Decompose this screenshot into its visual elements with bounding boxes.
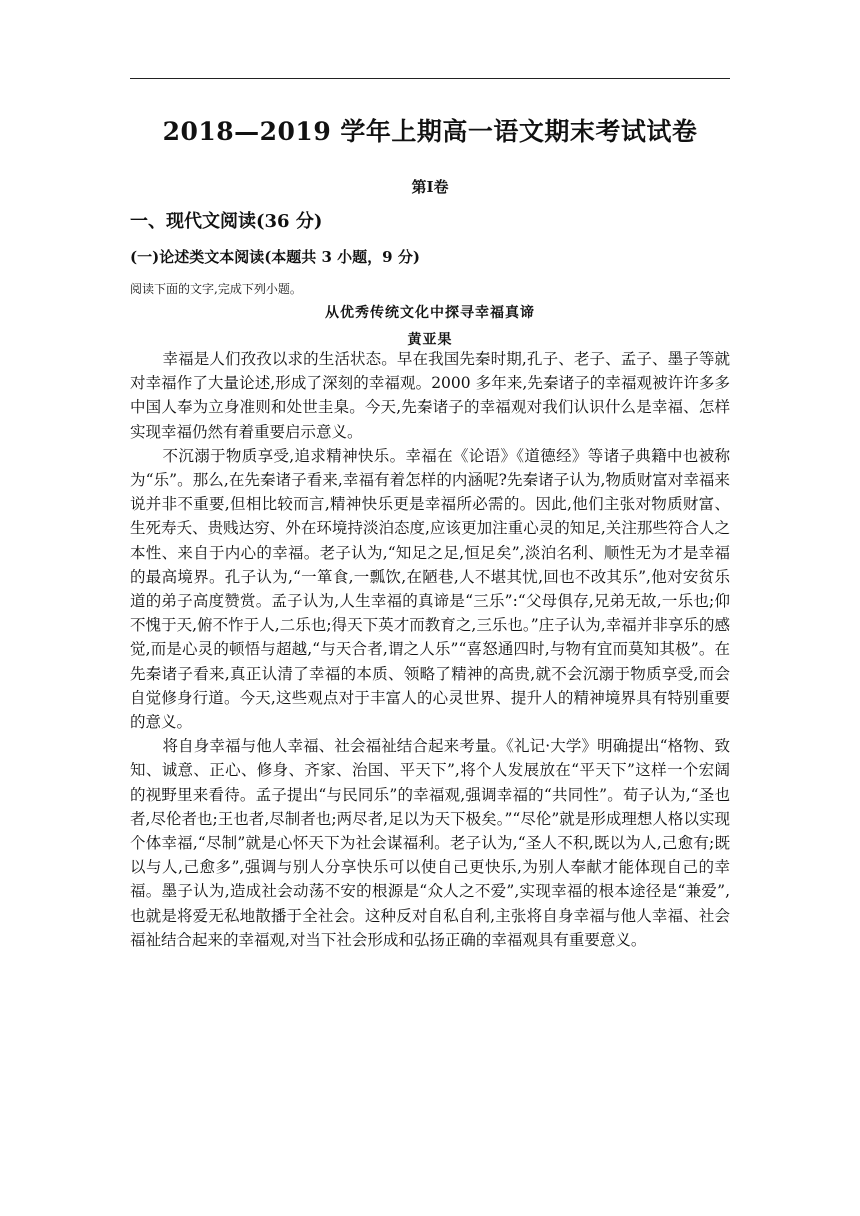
exam-title: 2018—2019 学年上期高一语文期末考试试卷 xyxy=(162,117,698,146)
subsection-heading: (一)论述类文本阅读(本题共 3 小题，9 分) xyxy=(130,248,420,266)
article-title: 从优秀传统文化中探寻幸福真谛 xyxy=(325,305,535,321)
article-paragraph-3: 将自身幸福与他人幸福、社会福祉结合起来考量。《礼记·大学》明确提出“格物、致知、诚意、正心、修身、齐家、治国、平天下”,将个人发展放在“平天下”这样一个宏阔的视野里来看待。孟子提出“与民同乐”的幸福观,强调幸福的“共同性”。荀子认为,“圣也者,尽伦者也;王也者,尽制者也;两尽者,足以为天下极矣。”“尽伦”就是形成理想人格以实现个体幸福,“尽制”就是心怀天下为社会谋福利。老子认为,“圣人不积,既以为人,己愈有;既以与人,己愈多”,强调与别人分享快乐可以使自己更快乐,为别人奉献才能体现自己的幸福。墨子认为,造成社会动荡不安的根源是“众人之不爱”,实现幸福的根本途径是“兼爱”,也就是将爱无私地散播于全社会。这种反对自私自利,主张将自身幸福与他人幸福、社会福祉结合起来的幸福观,对当下社会形成和弘扬正确的幸福观具有重要意义。 xyxy=(130,737,730,949)
article-body xyxy=(130,347,730,952)
reading-instruction: 阅读下面的文字,完成下列小题。 xyxy=(130,282,302,296)
header-rule xyxy=(130,78,730,79)
article-author: 黄亚果 xyxy=(407,332,453,348)
article-paragraph-1: 幸福是人们孜孜以求的生活状态。早在我国先秦时期,孔子、老子、孟子、墨子等就对幸福作了大量论述,形成了深刻的幸福观。2000 多年来,先秦诸子的幸福观被许许多多中国人奉为立身准则和处世圭臬。今天,先秦诸子的幸福观对我们认识什么是幸福、怎样实现幸福仍然有着重要启示意义。 xyxy=(130,350,730,441)
section-heading: 一、现代文阅读(36 分) xyxy=(130,211,323,232)
volume-label: 第Ⅰ卷 xyxy=(411,178,449,196)
article-paragraph-2: 不沉溺于物质享受,追求精神快乐。幸福在《论语》《道德经》等诸子典籍中也被称为“乐”。那么,在先秦诸子看来,幸福有着怎样的内涵呢?先秦诸子认为,物质财富对幸福来说并非不重要,但相比较而言,精神快乐更是幸福所必需的。因此,他们主张对物质财富、生死寿夭、贵贱达穷、外在环境持淡泊态度,应该更加注重心灵的知足,关注那些符合人之本性、来自于内心的幸福。老子认为,“知足之足,恒足矣”,淡泊名利、顺性无为才是幸福的最高境界。孔子认为,“一箪食,一瓢饮,在陋巷,人不堪其忧,回也不改其乐”,他对安贫乐道的弟子高度赞赏。孟子认为,人生幸福的真谛是“三乐”:“父母俱存,兄弟无故,一乐也;仰不愧于天,俯不怍于人,二乐也;得天下英才而教育之,三乐也。”庄子认为,幸福并非享乐的感觉,而是心灵的顿悟与超越,“与天合者,谓之人乐”“喜怒通四时,与物有宜而莫知其极”。在先秦诸子看来,真正认清了幸福的本质、领略了精神的高贵,就不会沉溺于物质享受,而会自觉修身行道。今天,这些观点对于丰富人的心灵世界、提升人的精神境界具有特别重要的意义。 xyxy=(130,446,730,732)
